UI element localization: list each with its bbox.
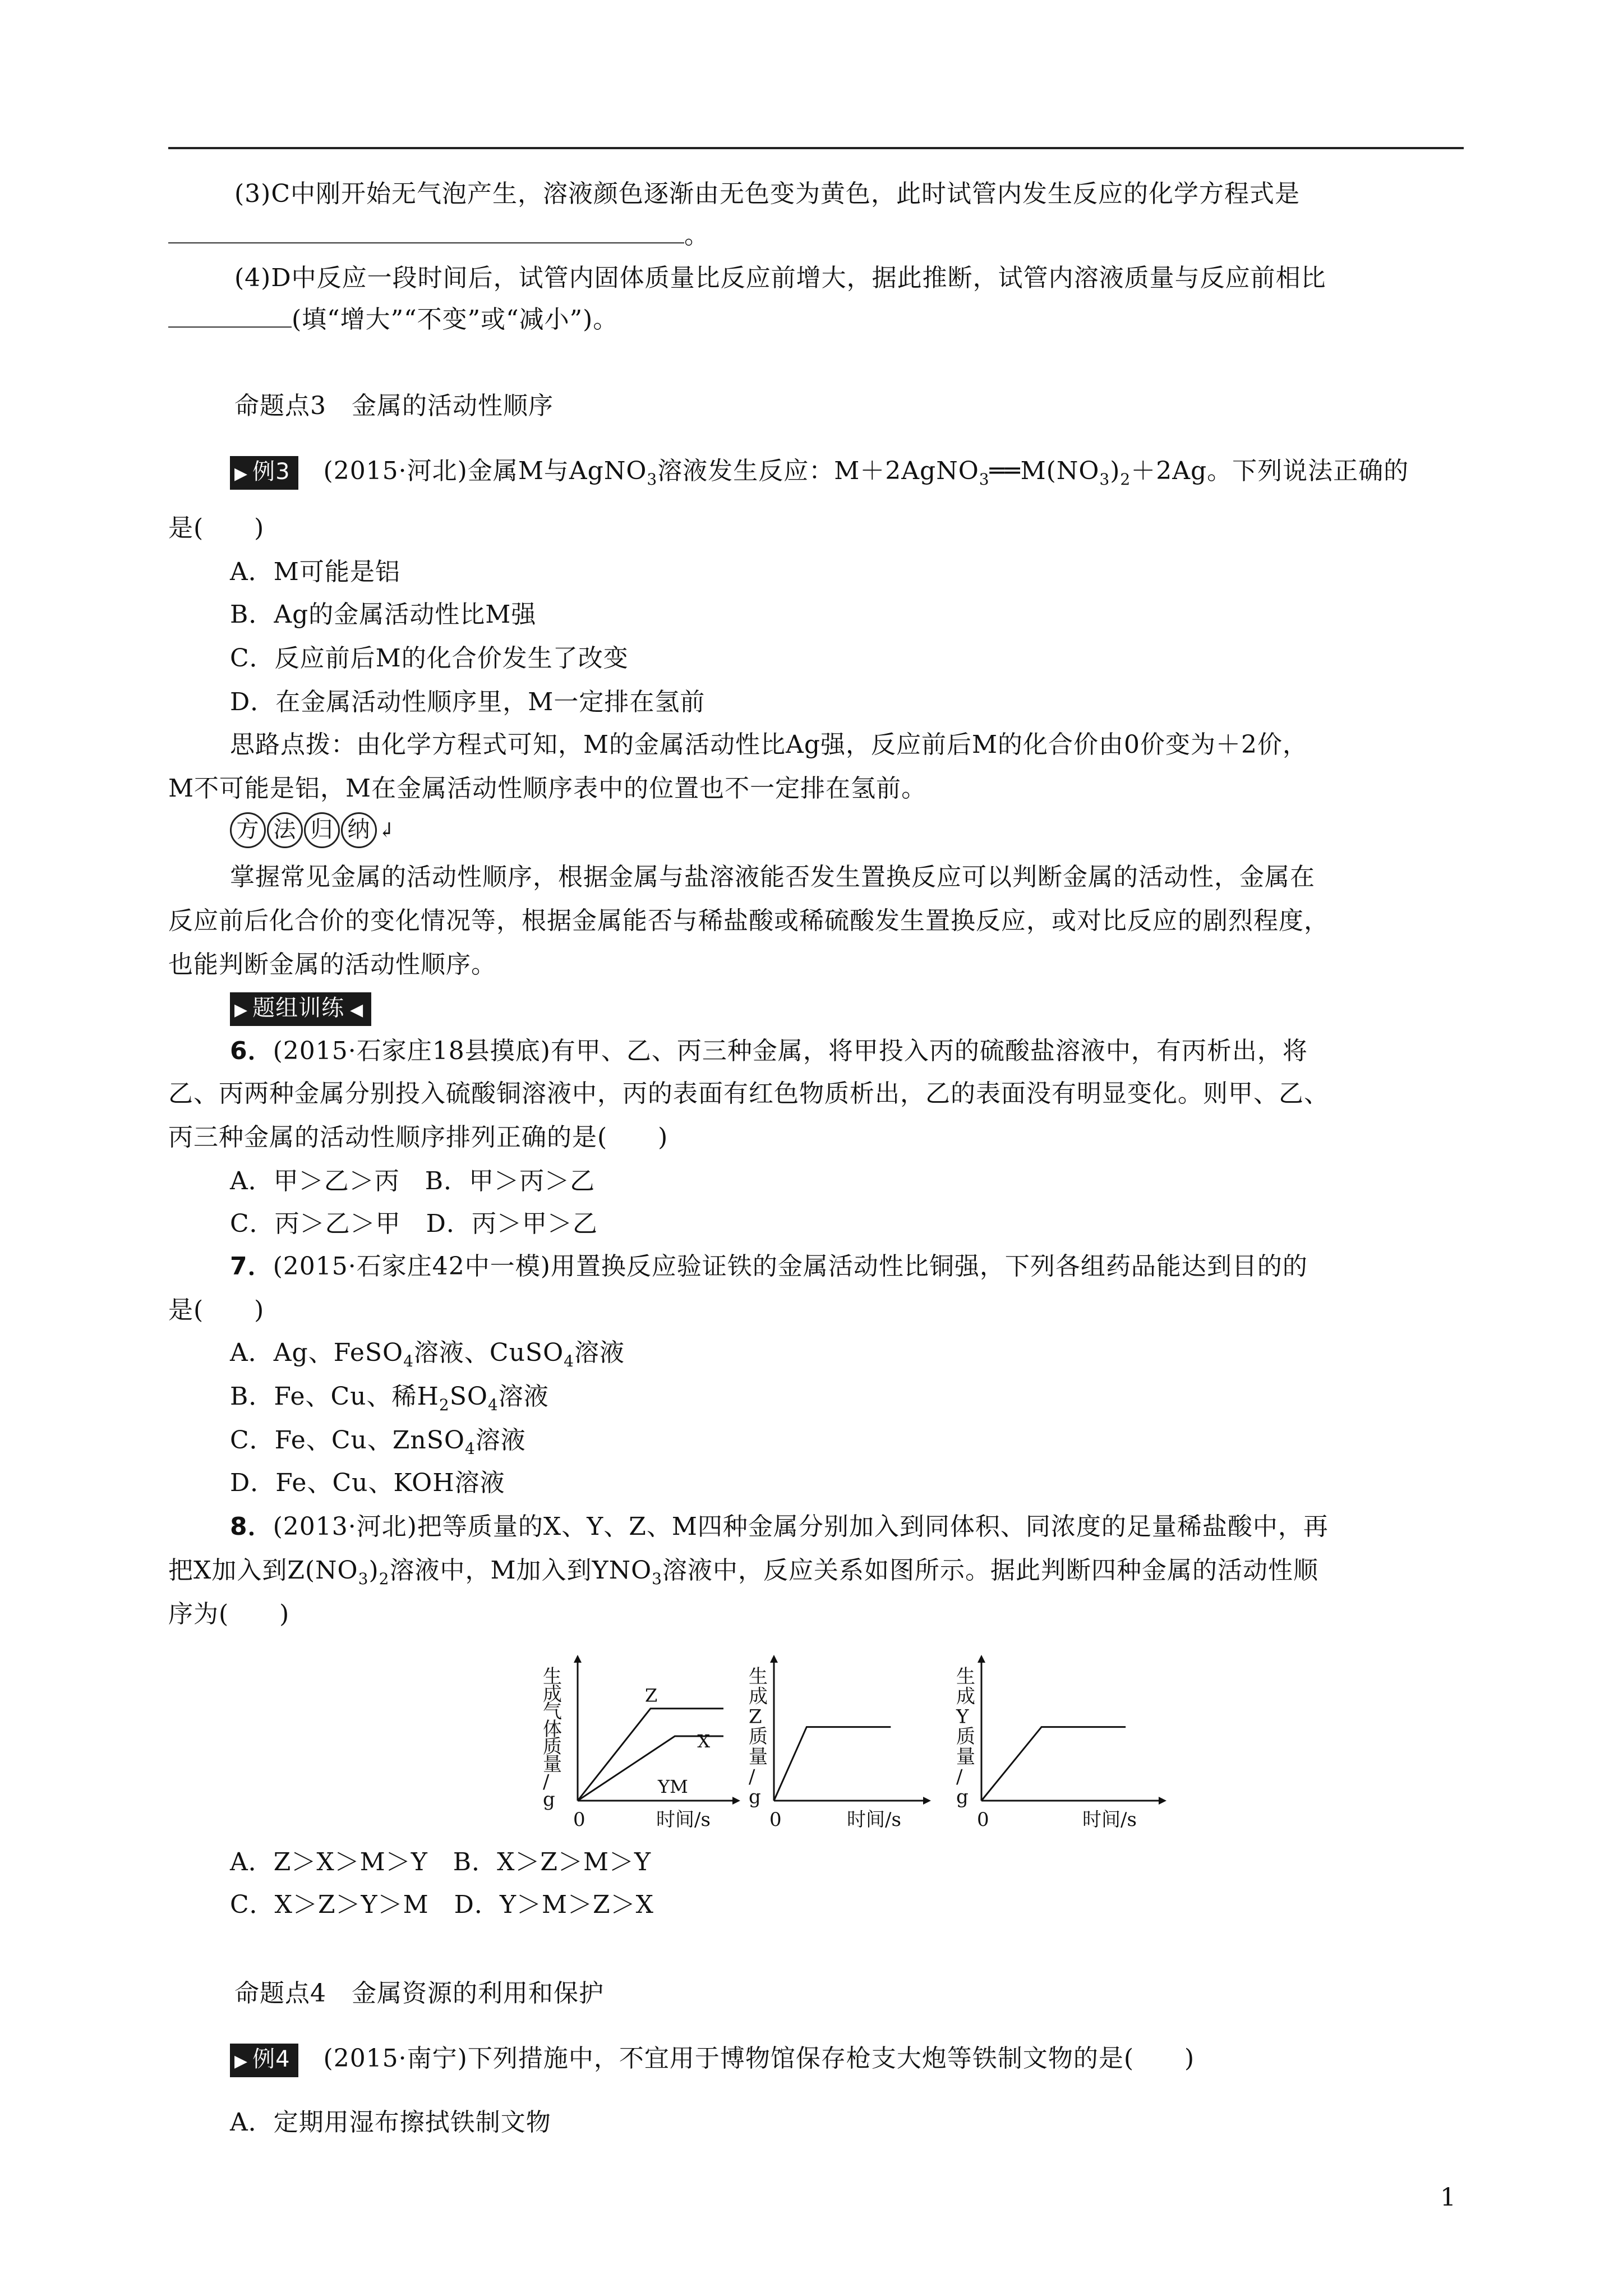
- y-axis-label: 质: [543, 1736, 562, 1758]
- origin-label: 0: [573, 1809, 585, 1831]
- y-axis-label: 成: [749, 1685, 768, 1708]
- example3-line2: 是( ): [168, 514, 265, 542]
- q6-line1: 6．(2015·石家庄18县摸底)有甲、乙、丙三种金属，将甲投入丙的硫酸盐溶液中，有丙析出，将: [230, 1037, 1308, 1065]
- x-axis-arrow-icon: [923, 1797, 931, 1805]
- y-axis-label: 体: [543, 1718, 562, 1741]
- method-heading: 方 法 归 纳 ↲: [230, 812, 395, 848]
- example4-line1: ▶ 例4 (2015·南宁)下列措施中，不宜用于博物馆保存枪支大炮等铁制文物的是( ): [230, 2042, 1195, 2077]
- y-axis-label: g: [543, 1788, 555, 1811]
- topic3-title: 命题点3 金属的活动性顺序: [234, 392, 554, 420]
- hint-line2: M不可能是铝，M在金属活动性顺序表中的位置也不一定排在氢前。: [168, 774, 927, 803]
- x-axis-arrow-icon: [732, 1797, 740, 1805]
- y-axis-label: 量: [956, 1745, 975, 1768]
- q8-options-ab: A．Z＞X＞M＞Y B．X＞Z＞M＞Y: [230, 1848, 652, 1876]
- q8-options-cd: C．X＞Z＞Y＞M D．Y＞M＞Z＞X: [230, 1890, 654, 1919]
- q3-line1: (3)C中刚开始无气泡产生，溶液颜色逐渐由无色变为黄色，此时试管内发生反应的化学方程式是: [234, 180, 1300, 208]
- method-line1: 掌握常见金属的活动性顺序，根据金属与盐溶液能否发生置换反应可以判断金属的活动性，金属在: [230, 863, 1315, 891]
- series-label: YM: [658, 1776, 688, 1797]
- example3-line1: ▶ 例3 (2015·河北)金属M与AgNO$_3$溶液发生反应：$M+2AgNO_3══M(NO_3)_2+2Ag$。下列说法正确的: [230, 454, 1409, 496]
- y-axis-label: 成: [956, 1685, 975, 1708]
- series-label: X: [697, 1731, 711, 1752]
- example-tag: ▶ 例4: [230, 2044, 298, 2077]
- method-line3: 也能判断金属的活动性顺序。: [168, 950, 496, 979]
- y-axis-label: Y: [956, 1705, 969, 1728]
- topic4-title: 命题点4 金属资源的利用和保护: [234, 1979, 604, 2008]
- y-axis-label: g: [956, 1786, 969, 1809]
- training-heading: [230, 991, 371, 1026]
- series-line: [981, 1727, 1126, 1801]
- q7-line1: 7．(2015·石家庄42中一模)用置换反应验证铁的金属活动性比铜强，下列各组药品能达到目的的: [230, 1252, 1308, 1281]
- y-axis-arrow-icon: [574, 1655, 582, 1663]
- answer-blank[interactable]: [168, 304, 292, 328]
- header-rule: [168, 147, 1464, 149]
- q8-line1: 8．(2013·河北)把等质量的X、Y、Z、M四种金属分别加入到同体积、同浓度的足量稀盐酸中，再: [230, 1512, 1329, 1541]
- y-axis-label: 质: [956, 1726, 975, 1749]
- origin-label: 0: [769, 1809, 782, 1831]
- y-axis-label: /: [543, 1770, 550, 1793]
- y-axis-label: g: [749, 1786, 761, 1809]
- y-axis-label: 生: [749, 1665, 768, 1688]
- y-axis-arrow-icon: [978, 1655, 985, 1663]
- q8-line2: 把X加入到$Z(NO_3)_2$溶液中，M加入到$YNO_3$溶液中，反应关系如图所示。据此判断四种金属的活动性顺: [168, 1556, 1318, 1588]
- y-axis-label: /: [749, 1765, 755, 1788]
- x-axis-arrow-icon: [1159, 1797, 1166, 1805]
- y-axis-label: 生: [956, 1665, 975, 1688]
- x-axis-label: 时间/s: [847, 1809, 901, 1831]
- y-axis-label: 气: [543, 1700, 562, 1723]
- play-icon: ▶: [234, 463, 248, 484]
- q3-line2: 。: [168, 219, 709, 252]
- option-b: B．Ag的金属活动性比M强: [230, 600, 537, 629]
- training-tag: ▶ 题组训练 ◀: [230, 992, 371, 1026]
- q7-line2: 是( ): [168, 1296, 265, 1324]
- q8-charts: [538, 1632, 1166, 1874]
- q6-line3: 丙三种金属的活动性顺序排列正确的是( ): [168, 1123, 668, 1152]
- q6-options-ab: A．甲＞乙＞丙 B．甲＞丙＞乙: [230, 1167, 596, 1195]
- play-left-icon: ◀: [350, 1000, 364, 1020]
- y-axis-label: 量: [543, 1753, 562, 1776]
- y-axis-arrow-icon: [770, 1655, 778, 1663]
- play-icon: ▶: [234, 2051, 248, 2071]
- x-axis-label: 时间/s: [1082, 1809, 1137, 1831]
- q6-options-cd: C．丙＞乙＞甲 D．丙＞甲＞乙: [230, 1209, 598, 1238]
- ex4-option-a: A．定期用湿布擦拭铁制文物: [230, 2108, 551, 2137]
- option-c: C．反应前后M的化合价发生了改变: [230, 644, 629, 673]
- answer-blank[interactable]: [168, 220, 684, 243]
- y-axis-label: /: [956, 1765, 963, 1788]
- option-a: A．M可能是铝: [230, 558, 400, 586]
- y-axis-label: Z: [749, 1705, 762, 1728]
- option-d: D．在金属活动性顺序里，M一定排在氢前: [230, 688, 706, 716]
- series-line: [774, 1727, 891, 1801]
- hint-line1: 思路点拨：由化学方程式可知，M的金属活动性比Ag强，反应前后M的化合价由0价变为＋2价，: [230, 730, 1308, 759]
- method-line2: 反应前后化合价的变化情况等，根据金属能否与稀盐酸或稀硫酸发生置换反应，或对比反应的剧烈程度，: [168, 907, 1329, 935]
- y-axis-label: 量: [749, 1745, 768, 1768]
- series-label: Z: [645, 1685, 658, 1706]
- q4-line2: (填“增大”“不变”或“减小”)。: [168, 303, 618, 337]
- q6-line2: 乙、丙两种金属分别投入硫酸铜溶液中，丙的表面有红色物质析出，乙的表面没有明显变化。则甲、乙、: [168, 1079, 1329, 1108]
- q7-option-a: A．Ag、FeSO$_4$溶液、CuSO$_4$溶液: [230, 1338, 625, 1370]
- y-axis-label: 生: [543, 1665, 562, 1688]
- y-axis-label: 成: [543, 1683, 562, 1706]
- q4-line1: (4)D中反应一段时间后，试管内固体质量比反应前增大，据此推断，试管内溶液质量与反应前相比: [234, 264, 1326, 292]
- example-tag: ▶ 例3: [230, 456, 298, 490]
- q7-option-b: B．Fe、Cu、稀$H_2SO_4$溶液: [230, 1382, 549, 1414]
- y-axis-label: 质: [749, 1726, 768, 1749]
- page-number: 1: [1440, 2183, 1456, 2212]
- play-icon: ▶: [234, 1000, 248, 1020]
- x-axis-label: 时间/s: [656, 1809, 711, 1831]
- origin-label: 0: [977, 1809, 989, 1831]
- arrow-down-icon: ↲: [378, 819, 396, 842]
- q7-option-d: D．Fe、Cu、KOH溶液: [230, 1469, 505, 1497]
- q8-line3: 序为( ): [168, 1600, 290, 1628]
- q7-option-c: C．Fe、Cu、ZnSO$_4$溶液: [230, 1426, 526, 1458]
